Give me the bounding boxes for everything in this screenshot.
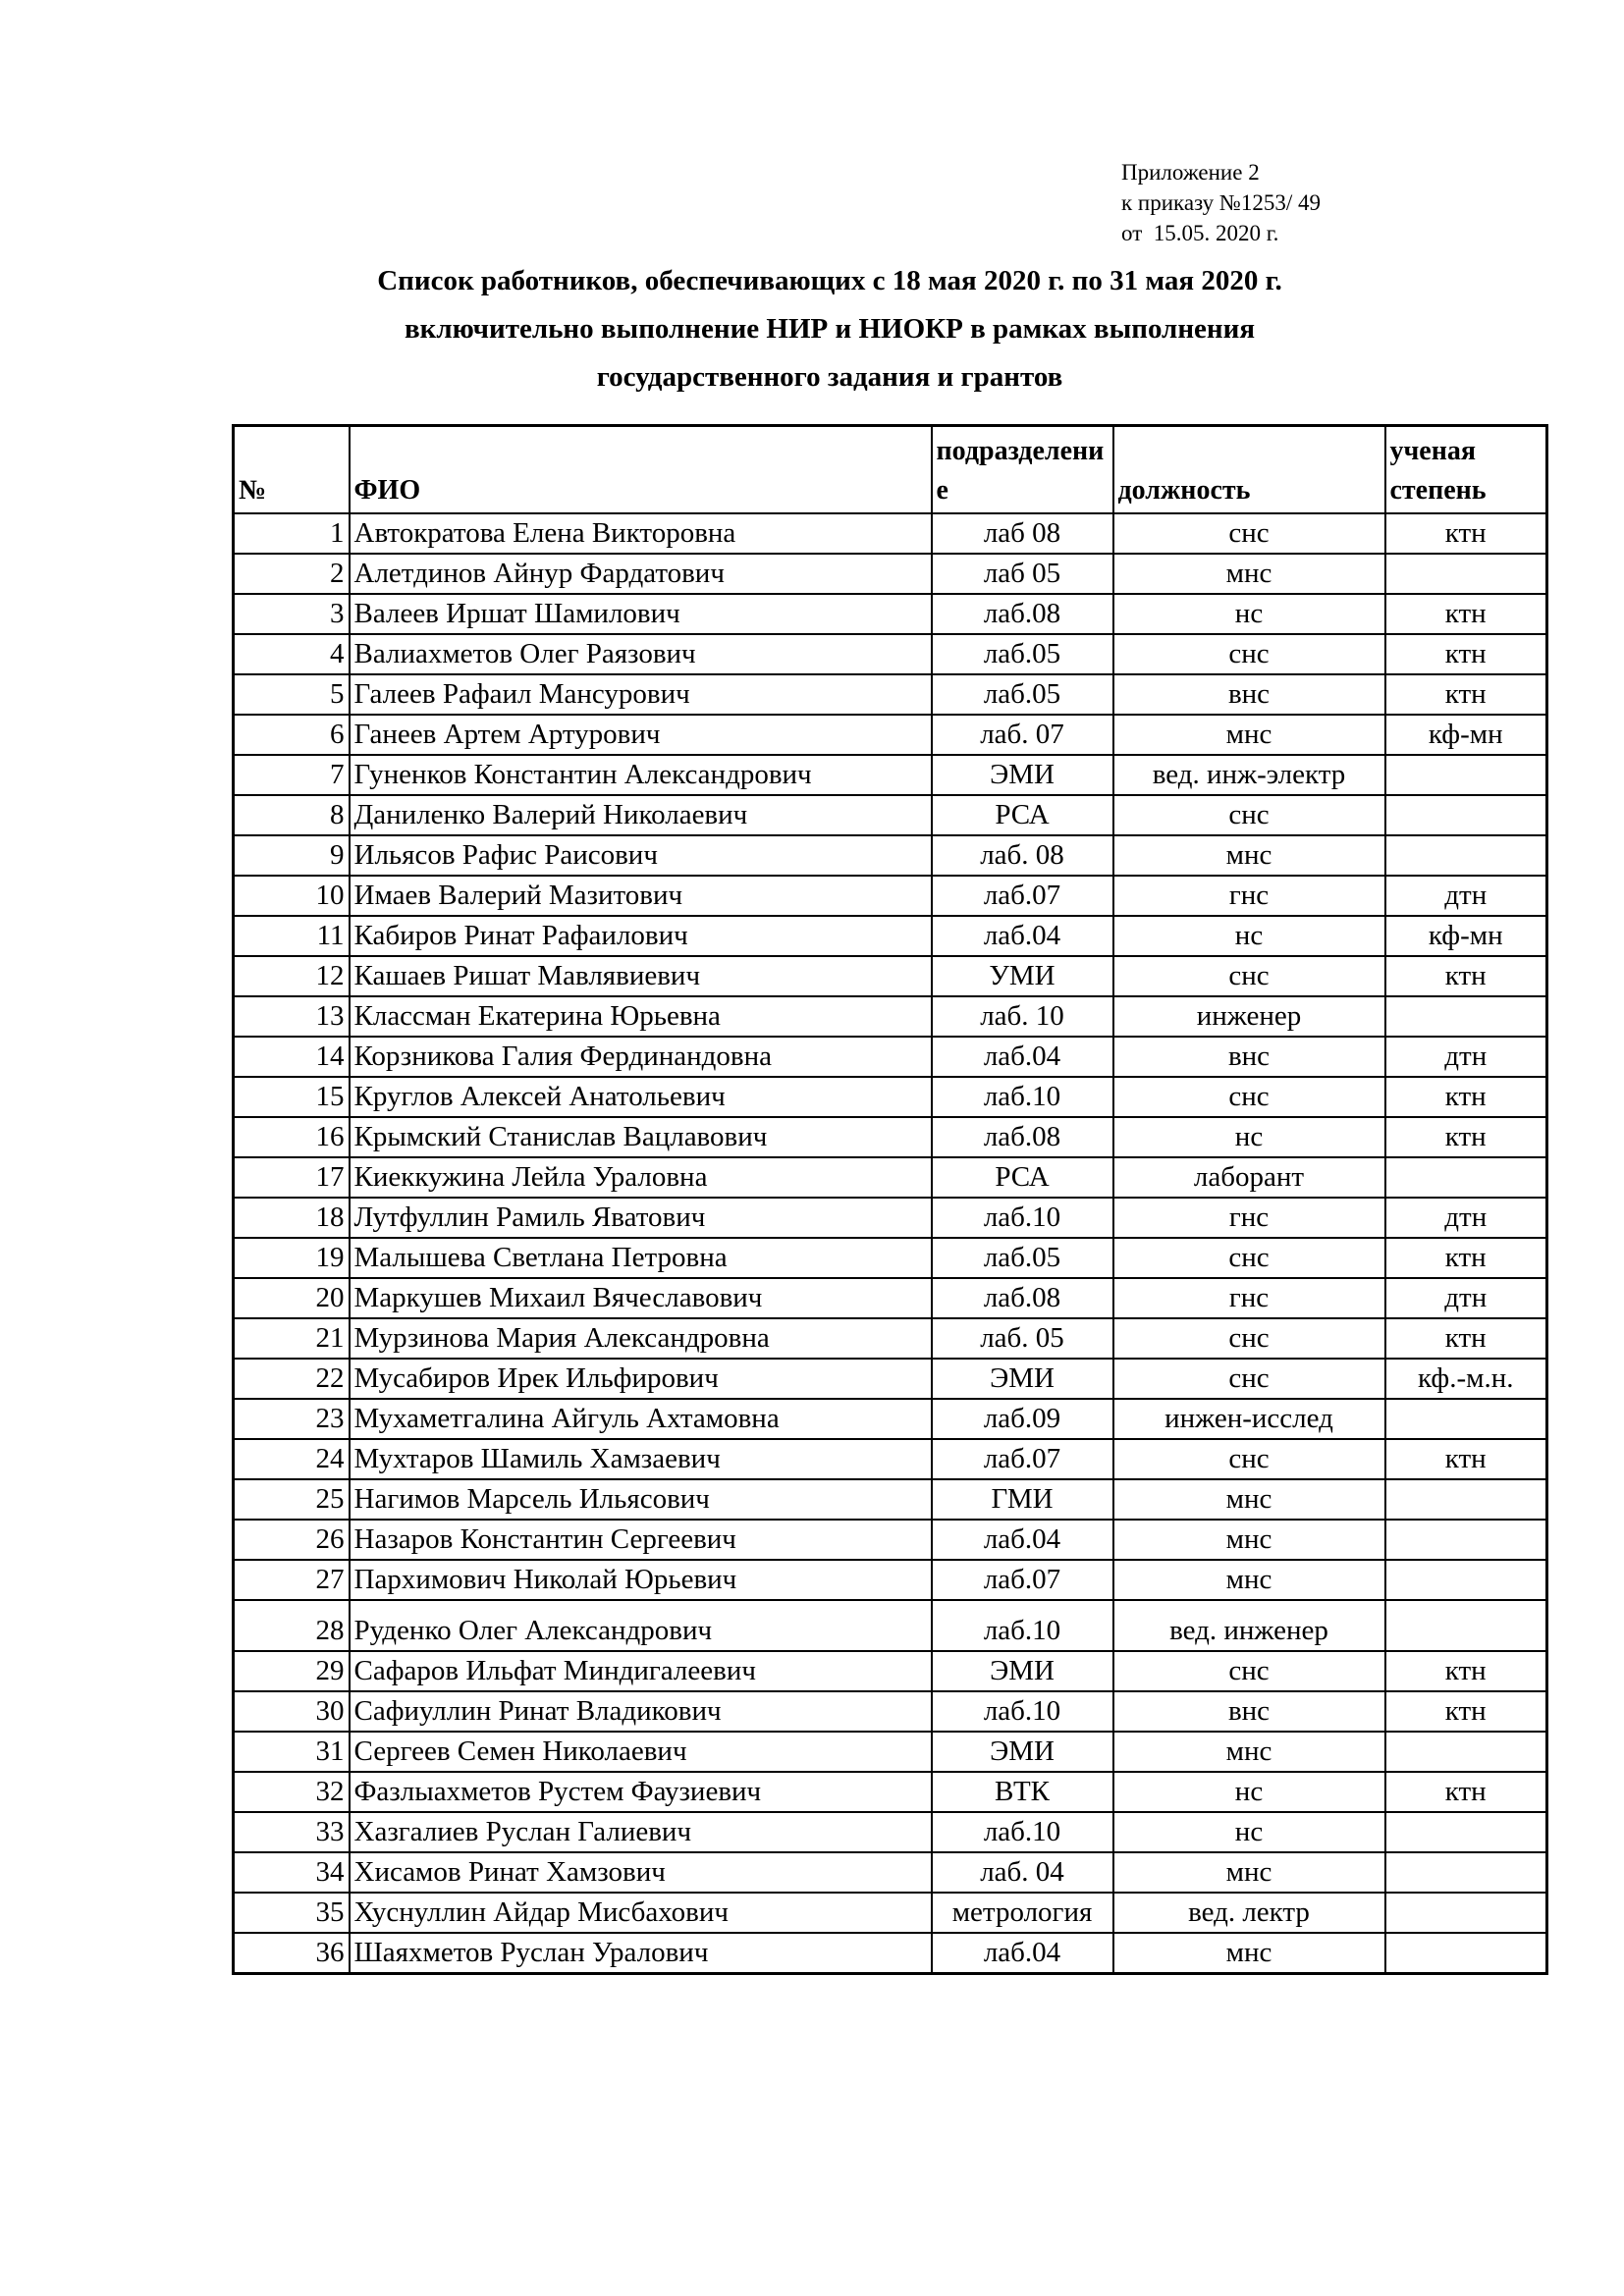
row-department: лаб.04 [932,1933,1113,1974]
table-row [234,1238,1547,1278]
row-degree [1385,996,1547,1037]
row-fio: Сафиуллин Ринат Владикович [350,1691,932,1732]
table-row [234,956,1547,996]
row-fio: Малышева Светлана Петровна [350,1238,932,1278]
row-fio: Киеккужина Лейла Ураловна [350,1157,932,1198]
row-position: гнс [1113,1198,1385,1238]
row-number: 6 [234,715,350,755]
row-degree [1385,1399,1547,1439]
table-row [234,1812,1547,1852]
row-position: вед. инж-электр [1113,755,1385,795]
row-fio: Ильясов Рафис Раисович [350,835,932,876]
row-fio: Имаев Валерий Мазитович [350,876,932,916]
row-position: нс [1113,1772,1385,1812]
row-degree: ктн [1385,956,1547,996]
row-department: лаб. 08 [932,835,1113,876]
table-row [234,1077,1547,1117]
row-number: 24 [234,1439,350,1479]
row-position: снс [1113,795,1385,835]
appendix-line-3: от 15.05. 2020 г. [1121,221,1279,245]
row-fio: Хазгалиев Руслан Галиевич [350,1812,932,1852]
row-department: лаб.04 [932,1037,1113,1077]
row-degree [1385,1852,1547,1893]
row-fio: Руденко Олег Александрович [350,1600,932,1651]
row-department: лаб. 07 [932,715,1113,755]
header-degree: ученая степень [1385,426,1547,514]
row-number: 9 [234,835,350,876]
row-number: 29 [234,1651,350,1691]
row-fio: Даниленко Валерий Николаевич [350,795,932,835]
staff-table [232,424,1548,1975]
table-row [234,876,1547,916]
row-position: мнс [1113,1520,1385,1560]
row-position: снс [1113,634,1385,674]
row-number: 13 [234,996,350,1037]
row-fio: Фазлыахметов Рустем Фаузиевич [350,1772,932,1812]
row-number: 20 [234,1278,350,1318]
table-row [234,795,1547,835]
row-department: ЭМИ [932,1651,1113,1691]
table-row [234,1772,1547,1812]
row-fio: Мухтаров Шамиль Хамзаевич [350,1439,932,1479]
row-fio: Ганеев Артем Артурович [350,715,932,755]
table-row [234,594,1547,634]
row-department: лаб.10 [932,1077,1113,1117]
row-position: снс [1113,513,1385,554]
row-department: лаб.05 [932,1238,1113,1278]
table-row [234,1278,1547,1318]
row-number: 28 [234,1600,350,1651]
row-number: 23 [234,1399,350,1439]
row-number: 12 [234,956,350,996]
row-number: 25 [234,1479,350,1520]
table-row [234,1157,1547,1198]
table-row [234,1560,1547,1600]
row-department: лаб.08 [932,1278,1113,1318]
row-department: лаб.04 [932,916,1113,956]
row-department: лаб.04 [932,1520,1113,1560]
row-number: 5 [234,674,350,715]
header-fio: ФИО [350,426,932,514]
row-position: нс [1113,1812,1385,1852]
row-department: лаб.09 [932,1399,1113,1439]
row-position: нс [1113,1117,1385,1157]
row-fio: Сергеев Семен Николаевич [350,1732,932,1772]
row-department: лаб.10 [932,1600,1113,1651]
row-position: мнс [1113,1479,1385,1520]
row-degree: ктн [1385,594,1547,634]
row-department: лаб 05 [932,554,1113,594]
row-degree: ктн [1385,1772,1547,1812]
row-degree: ктн [1385,1691,1547,1732]
table-row [234,755,1547,795]
row-position: снс [1113,1077,1385,1117]
row-fio: Валиахметов Олег Раязович [350,634,932,674]
row-department: лаб.10 [932,1812,1113,1852]
row-number: 1 [234,513,350,554]
row-department: лаб.10 [932,1691,1113,1732]
table-row [234,1691,1547,1732]
row-position: снс [1113,1238,1385,1278]
row-number: 7 [234,755,350,795]
row-fio: Назаров Константин Сергеевич [350,1520,932,1560]
table-row [234,1318,1547,1359]
row-position: гнс [1113,876,1385,916]
row-fio: Пархимович Николай Юрьевич [350,1560,932,1600]
row-department: ГМИ [932,1479,1113,1520]
table-row [234,916,1547,956]
staff-table-body [234,513,1547,1974]
row-degree [1385,755,1547,795]
header-department: подразделение [932,426,1113,514]
title-line-1: Список работников, обеспечивающих с 18 мая 2020 г. по 31 мая 2020 г. [377,265,1282,296]
row-number: 16 [234,1117,350,1157]
row-number: 36 [234,1933,350,1974]
row-number: 33 [234,1812,350,1852]
row-degree [1385,1600,1547,1651]
row-fio: Автократова Елена Викторовна [350,513,932,554]
row-position: инженер [1113,996,1385,1037]
table-row [234,1520,1547,1560]
appendix-reference [1121,157,1321,248]
header-number: № [234,426,350,514]
row-fio: Крымский Станислав Вацлавович [350,1117,932,1157]
appendix-line-1: Приложение 2 [1121,160,1260,185]
row-degree [1385,554,1547,594]
table-row [234,1359,1547,1399]
row-department: лаб.07 [932,1560,1113,1600]
row-number: 22 [234,1359,350,1399]
table-row [234,835,1547,876]
row-degree [1385,795,1547,835]
row-degree [1385,1933,1547,1974]
table-row [234,1399,1547,1439]
table-row [234,1439,1547,1479]
row-degree [1385,1479,1547,1520]
row-position: мнс [1113,1852,1385,1893]
row-degree: ктн [1385,1117,1547,1157]
row-department: лаб.08 [932,1117,1113,1157]
row-number: 32 [234,1772,350,1812]
row-department: лаб.07 [932,876,1113,916]
row-degree: ктн [1385,674,1547,715]
row-degree [1385,1520,1547,1560]
row-position: вед. лектр [1113,1893,1385,1933]
row-department: лаб 08 [932,513,1113,554]
row-fio: Мурзинова Мария Александровна [350,1318,932,1359]
row-position: внс [1113,674,1385,715]
row-number: 17 [234,1157,350,1198]
row-department: РСА [932,795,1113,835]
row-number: 21 [234,1318,350,1359]
row-position: инжен-исслед [1113,1399,1385,1439]
table-header-row [234,426,1547,514]
row-number: 14 [234,1037,350,1077]
row-fio: Круглов Алексей Анатольевич [350,1077,932,1117]
row-degree: кф-мн [1385,916,1547,956]
row-position: лаборант [1113,1157,1385,1198]
table-row [234,1198,1547,1238]
row-fio: Нагимов Марсель Ильясович [350,1479,932,1520]
row-degree [1385,835,1547,876]
row-degree: ктн [1385,513,1547,554]
row-fio: Шаяхметов Руслан Уралович [350,1933,932,1974]
table-row [234,1037,1547,1077]
row-degree: дтн [1385,876,1547,916]
row-position: мнс [1113,1560,1385,1600]
row-department: ЭМИ [932,755,1113,795]
table-row [234,1479,1547,1520]
row-position: снс [1113,1359,1385,1399]
row-department: ЭМИ [932,1359,1113,1399]
row-department: лаб.05 [932,634,1113,674]
row-fio: Сафаров Ильфат Миндигалеевич [350,1651,932,1691]
row-number: 8 [234,795,350,835]
row-fio: Алетдинов Айнур Фардатович [350,554,932,594]
row-position: внс [1113,1691,1385,1732]
row-position: снс [1113,1651,1385,1691]
row-position: нс [1113,594,1385,634]
row-department: лаб.07 [932,1439,1113,1479]
row-position: мнс [1113,554,1385,594]
row-degree [1385,1157,1547,1198]
row-fio: Валеев Иршат Шамилович [350,594,932,634]
row-number: 4 [234,634,350,674]
row-fio: Маркушев Михаил Вячеславович [350,1278,932,1318]
header-position: должность [1113,426,1385,514]
table-row [234,1600,1547,1651]
row-fio: Лутфуллин Рамиль Яватович [350,1198,932,1238]
table-row [234,1852,1547,1893]
row-fio: Классман Екатерина Юрьевна [350,996,932,1037]
row-position: мнс [1113,715,1385,755]
table-row [234,1893,1547,1933]
table-row [234,1651,1547,1691]
row-department: лаб.10 [932,1198,1113,1238]
row-number: 15 [234,1077,350,1117]
table-row [234,715,1547,755]
row-number: 18 [234,1198,350,1238]
row-number: 26 [234,1520,350,1560]
row-number: 3 [234,594,350,634]
row-degree: ктн [1385,1651,1547,1691]
row-department: лаб. 10 [932,996,1113,1037]
row-fio: Кашаев Ришат Мавлявиевич [350,956,932,996]
document-title [275,257,1384,401]
row-degree: ктн [1385,1439,1547,1479]
row-number: 2 [234,554,350,594]
row-fio: Корзникова Галия Фердинандовна [350,1037,932,1077]
row-position: снс [1113,1318,1385,1359]
row-degree: ктн [1385,1318,1547,1359]
row-fio: Хисамов Ринат Хамзович [350,1852,932,1893]
row-number: 11 [234,916,350,956]
row-department: лаб. 05 [932,1318,1113,1359]
row-degree: ктн [1385,1077,1547,1117]
table-row [234,1933,1547,1974]
title-line-3: государственного задания и грантов [596,361,1063,393]
row-degree [1385,1893,1547,1933]
row-fio: Мухаметгалина Айгуль Ахтамовна [350,1399,932,1439]
row-position: мнс [1113,1933,1385,1974]
row-fio: Хуснуллин Айдар Мисбахович [350,1893,932,1933]
row-position: вед. инженер [1113,1600,1385,1651]
row-position: мнс [1113,1732,1385,1772]
row-fio: Галеев Рафаил Мансурович [350,674,932,715]
table-row [234,1732,1547,1772]
row-degree: кф-мн [1385,715,1547,755]
row-position: снс [1113,956,1385,996]
row-department: РСА [932,1157,1113,1198]
row-department: метрология [932,1893,1113,1933]
row-number: 10 [234,876,350,916]
row-degree: ктн [1385,1238,1547,1278]
table-row [234,554,1547,594]
row-degree: ктн [1385,634,1547,674]
row-department: лаб. 04 [932,1852,1113,1893]
row-degree: дтн [1385,1037,1547,1077]
table-row [234,1117,1547,1157]
row-degree [1385,1560,1547,1600]
row-department: лаб.05 [932,674,1113,715]
row-department: УМИ [932,956,1113,996]
row-position: гнс [1113,1278,1385,1318]
table-row [234,674,1547,715]
table-row [234,634,1547,674]
row-number: 19 [234,1238,350,1278]
row-department: ЭМИ [932,1732,1113,1772]
row-degree: дтн [1385,1198,1547,1238]
table-row [234,996,1547,1037]
row-degree: дтн [1385,1278,1547,1318]
row-degree [1385,1812,1547,1852]
row-position: снс [1113,1439,1385,1479]
row-fio: Гуненков Константин Александрович [350,755,932,795]
row-position: внс [1113,1037,1385,1077]
row-fio: Мусабиров Ирек Ильфирович [350,1359,932,1399]
row-number: 27 [234,1560,350,1600]
appendix-line-2: к приказу №1253/ 49 [1121,190,1322,215]
row-number: 31 [234,1732,350,1772]
row-degree [1385,1732,1547,1772]
row-number: 35 [234,1893,350,1933]
row-number: 30 [234,1691,350,1732]
table-row [234,513,1547,554]
row-position: нс [1113,916,1385,956]
title-line-2: включительно выполнение НИР и НИОКР в рамках выполнения [404,313,1256,345]
row-position: мнс [1113,835,1385,876]
row-department: ВТК [932,1772,1113,1812]
row-degree: кф.-м.н. [1385,1359,1547,1399]
row-number: 34 [234,1852,350,1893]
row-fio: Кабиров Ринат Рафаилович [350,916,932,956]
row-department: лаб.08 [932,594,1113,634]
